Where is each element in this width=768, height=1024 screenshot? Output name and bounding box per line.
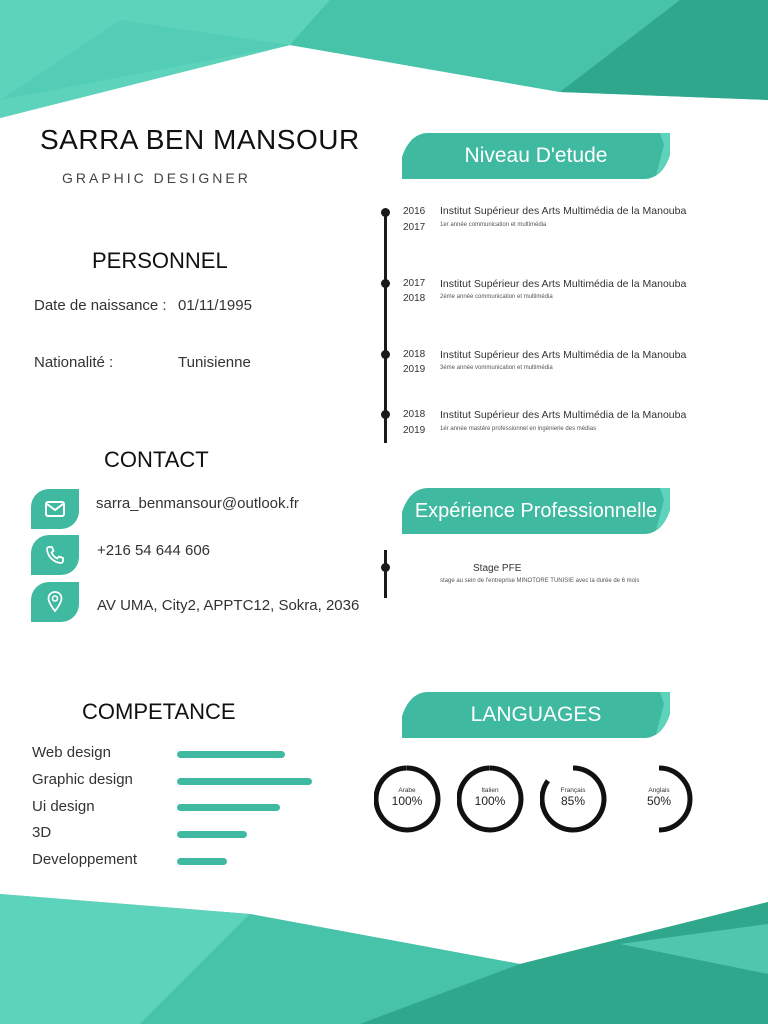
education-description: 1er année communication et multimédia: [440, 222, 547, 228]
resume-name: SARRA BEN MANSOUR: [40, 124, 360, 155]
personal-heading: PERSONNEL: [92, 248, 228, 273]
birth-value: 01/11/1995: [178, 297, 252, 314]
year-end: 2019: [403, 364, 426, 375]
languages-heading: LANGUAGES: [470, 703, 602, 726]
skill-label: Developpement: [32, 851, 138, 868]
experience-title: Stage PFE: [473, 563, 522, 574]
experience-description: stage au sein de l'entreprise MINOTORE TUNISIE avec la durée de 6 mois: [440, 578, 640, 584]
skill-bar: [177, 858, 227, 865]
year-start: 2018: [403, 349, 426, 360]
skill-bar: [177, 778, 312, 785]
skill-label: Web design: [32, 744, 111, 761]
location-icon: [31, 582, 79, 622]
language-name: Français: [560, 787, 586, 794]
education-description: 2éme année communication et multimédia: [440, 294, 553, 300]
timeline-dot: [381, 208, 390, 217]
language-name: Anglais: [648, 787, 670, 794]
year-end: 2017: [403, 222, 426, 233]
language-percent: 100%: [391, 794, 423, 808]
language-ring: [457, 762, 525, 836]
skill-label: 3D: [32, 824, 52, 841]
education-heading: Niveau D'etude: [464, 144, 608, 167]
timeline-dot: [381, 279, 390, 288]
education-institution: Institut Supérieur des Arts Multimédia de la Manouba: [440, 205, 687, 217]
skill-label: Graphic design: [32, 771, 133, 788]
languages-banner: [402, 692, 670, 738]
language-name: Italien: [481, 787, 499, 794]
phone-link[interactable]: +216 54 644 606: [97, 542, 211, 559]
education-institution: Institut Supérieur des Arts Multimédia de la Manouba: [440, 409, 687, 421]
experience-banner: [402, 488, 670, 534]
address-text: AV UMA, City2, APPTC12, Sokra, 2036: [97, 597, 360, 614]
language-ring: [374, 762, 442, 836]
job-title: GRAPHIC DESIGNER: [62, 170, 251, 186]
language-percent: 85%: [560, 794, 586, 808]
language-ring: [540, 762, 608, 836]
footer-decoration: [0, 894, 768, 1024]
education-banner: [402, 133, 670, 179]
timeline-dot: [381, 410, 390, 419]
skill-bar: [177, 751, 285, 758]
education-timeline: [384, 210, 387, 443]
education-description: 1ér année mastére professionnel en ingénierie des médias: [440, 426, 597, 432]
year-end: 2019: [403, 425, 426, 436]
language-percent: 100%: [474, 794, 506, 808]
header-decoration: [0, 0, 768, 120]
skill-bar: [177, 804, 280, 811]
skill-label: Ui design: [32, 798, 95, 815]
nationality-value: Tunisienne: [178, 354, 251, 371]
year-end: 2018: [403, 293, 426, 304]
year-start: 2018: [403, 409, 426, 420]
education-institution: Institut Supérieur des Arts Multimédia de la Manouba: [440, 349, 687, 361]
year-start: 2017: [403, 278, 426, 289]
nationality-label: Nationalité :: [34, 354, 114, 371]
experience-heading: Expérience Professionnelle: [414, 499, 658, 522]
contact-heading: CONTACT: [104, 447, 209, 472]
language-percent: 50%: [646, 794, 672, 808]
language-name: Arabe: [398, 787, 416, 794]
skills-heading: COMPETANCE: [82, 699, 236, 724]
timeline-dot: [381, 350, 390, 359]
education-description: 3éme année vommunication et multimédia: [440, 365, 553, 371]
mail-icon: [31, 489, 79, 529]
education-institution: Institut Supérieur des Arts Multimédia de la Manouba: [440, 278, 687, 290]
year-start: 2016: [403, 206, 426, 217]
skill-bar: [177, 831, 247, 838]
phone-icon: [31, 535, 79, 575]
email-link[interactable]: sarra_benmansour@outlook.fr: [96, 495, 299, 512]
experience-timeline: [384, 550, 387, 598]
timeline-dot: [381, 563, 390, 572]
language-ring: [626, 762, 694, 836]
birth-label: Date de naissance :: [34, 297, 167, 314]
